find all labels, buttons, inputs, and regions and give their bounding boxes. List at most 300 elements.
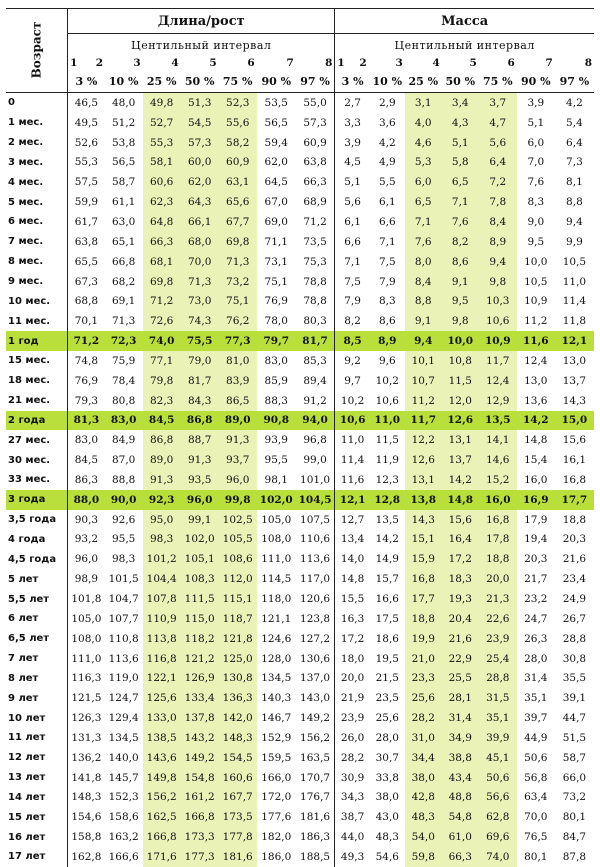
length-cell: 51,3 bbox=[181, 93, 219, 113]
length-cell: 105,0 bbox=[71, 612, 102, 625]
table-row bbox=[6, 351, 594, 371]
mass-cell: 10,2 bbox=[375, 374, 399, 387]
mass-cell: 6,5 bbox=[442, 172, 479, 192]
length-cell: 110,8 bbox=[108, 632, 139, 645]
mass-cell: 13,5 bbox=[375, 513, 399, 526]
length-cell: 177,8 bbox=[219, 827, 257, 847]
mass-cell: 11,6 bbox=[517, 331, 555, 351]
mass-cell: 5,1 bbox=[335, 172, 370, 192]
mass-cell: 8,4 bbox=[479, 212, 517, 232]
mass-cell: 5,6 bbox=[335, 192, 370, 212]
length-cell: 101,0 bbox=[300, 473, 331, 486]
length-cell: 62,0 bbox=[264, 156, 288, 169]
mass-cell: 34,3 bbox=[335, 788, 370, 808]
mass-cell: 11,2 bbox=[524, 315, 548, 328]
table-row bbox=[6, 153, 594, 173]
length-cell: 105,0 bbox=[261, 513, 292, 526]
mass-cell: 4,2 bbox=[378, 136, 396, 149]
age-cell: 33 мес. bbox=[6, 470, 68, 490]
length-cell: 81,3 bbox=[68, 411, 105, 431]
mass-cell: 45,1 bbox=[479, 748, 517, 768]
length-cell: 131,3 bbox=[71, 731, 102, 744]
length-cell: 61,7 bbox=[74, 215, 99, 228]
length-cell: 107,7 bbox=[108, 612, 139, 625]
length-cell: 66,1 bbox=[181, 212, 219, 232]
mass-cell: 17,7 bbox=[555, 490, 594, 510]
mass-cell: 5,5 bbox=[378, 176, 396, 189]
age-cell: 2 года bbox=[6, 411, 68, 431]
length-cell: 124,7 bbox=[108, 692, 139, 705]
mass-cell: 11,0 bbox=[370, 411, 405, 431]
mass-cell: 74,0 bbox=[479, 847, 517, 867]
table-row bbox=[6, 589, 594, 609]
length-cell: 118,7 bbox=[219, 609, 257, 629]
mass-cell: 9,2 bbox=[335, 351, 370, 371]
length-cell: 63,1 bbox=[219, 172, 257, 192]
length-cell: 163,2 bbox=[108, 831, 139, 844]
length-cell: 81,7 bbox=[181, 371, 219, 391]
mass-cell: 21,3 bbox=[479, 589, 517, 609]
length-cell: 70,0 bbox=[181, 252, 219, 272]
mass-cell: 14,8 bbox=[442, 490, 479, 510]
mass-cell: 7,9 bbox=[378, 275, 396, 288]
mass-cell: 9,8 bbox=[479, 272, 517, 292]
mass-cell: 44,9 bbox=[524, 731, 548, 744]
mass-cell: 6,6 bbox=[378, 215, 396, 228]
length-cell: 101,5 bbox=[108, 573, 139, 586]
table-row bbox=[6, 272, 594, 292]
mass-cell: 25,5 bbox=[442, 668, 479, 688]
length-cell: 75,1 bbox=[219, 291, 257, 311]
length-cell: 66,8 bbox=[111, 255, 136, 268]
length-cell: 68,1 bbox=[143, 252, 181, 272]
mass-cell: 3,7 bbox=[479, 93, 517, 113]
pct-75-length: 75 % bbox=[219, 70, 257, 93]
mass-cell: 25,4 bbox=[479, 649, 517, 669]
length-cell: 65,5 bbox=[74, 255, 99, 268]
length-cell: 104,7 bbox=[108, 593, 139, 606]
mass-cell: 11,5 bbox=[375, 434, 399, 447]
mass-cell: 25,6 bbox=[375, 712, 399, 725]
mass-cell: 44,0 bbox=[335, 827, 370, 847]
mass-cell: 8,3 bbox=[527, 196, 545, 209]
length-cell: 145,7 bbox=[108, 771, 139, 784]
length-cell: 86,8 bbox=[181, 411, 219, 431]
mass-cell: 14,9 bbox=[375, 553, 399, 566]
length-cell: 74,8 bbox=[74, 354, 99, 367]
length-cell: 115,0 bbox=[181, 609, 219, 629]
mass-cell: 66,3 bbox=[442, 847, 479, 867]
mass-cell: 7,8 bbox=[479, 192, 517, 212]
mass-cell: 11,8 bbox=[562, 315, 587, 328]
length-cell: 91,3 bbox=[219, 430, 257, 450]
age-cell: 15 лет bbox=[6, 807, 68, 827]
mass-cell: 4,5 bbox=[335, 153, 370, 173]
length-cell: 86,8 bbox=[143, 430, 181, 450]
mass-cell: 8,4 bbox=[405, 272, 442, 292]
mass-cell: 35,1 bbox=[479, 708, 517, 728]
age-cell: 27 мес. bbox=[6, 430, 68, 450]
table-row bbox=[6, 113, 594, 133]
length-cell: 136,3 bbox=[219, 688, 257, 708]
mass-cell: 11,7 bbox=[405, 411, 442, 431]
age-cell: 11 лет bbox=[6, 728, 68, 748]
length-cell: 46,5 bbox=[74, 96, 99, 109]
mass-cell: 12,2 bbox=[405, 430, 442, 450]
mass-cell: 19,4 bbox=[524, 533, 548, 546]
table-row bbox=[6, 549, 594, 569]
length-cell: 161,2 bbox=[181, 788, 219, 808]
length-cell: 162,5 bbox=[143, 807, 181, 827]
length-cell: 86,3 bbox=[74, 473, 99, 486]
length-cell: 79,0 bbox=[181, 351, 219, 371]
length-cell: 96,0 bbox=[74, 553, 99, 566]
mass-cell: 10,0 bbox=[524, 255, 548, 268]
mass-cell: 30,8 bbox=[562, 652, 587, 665]
mass-cell: 3,1 bbox=[405, 93, 442, 113]
length-cell: 113,6 bbox=[108, 652, 139, 665]
mass-cell: 10,0 bbox=[442, 331, 479, 351]
length-cell: 98,9 bbox=[74, 573, 99, 586]
mass-cell: 48,3 bbox=[375, 831, 399, 844]
mass-cell: 28,2 bbox=[335, 748, 370, 768]
length-cell: 127,2 bbox=[300, 632, 331, 645]
age-cell: 8 мес. bbox=[6, 252, 68, 272]
mass-cell: 8,6 bbox=[378, 315, 396, 328]
mass-cell: 14,8 bbox=[524, 434, 548, 447]
mass-cell: 15,6 bbox=[562, 434, 587, 447]
length-cell: 58,2 bbox=[219, 133, 257, 153]
length-cell: 67,0 bbox=[264, 196, 288, 209]
table-row bbox=[6, 252, 594, 272]
mass-cell: 21,0 bbox=[405, 649, 442, 669]
length-cell: 79,7 bbox=[257, 331, 296, 351]
mass-cell: 9,1 bbox=[405, 311, 442, 331]
age-cell: 21 мес. bbox=[6, 391, 68, 411]
mass-cell: 7,6 bbox=[442, 212, 479, 232]
mass-cell: 12,6 bbox=[442, 411, 479, 431]
centile-table bbox=[6, 8, 594, 867]
length-cell: 134,5 bbox=[261, 672, 292, 685]
mass-cell: 13,5 bbox=[479, 411, 517, 431]
length-cell: 76,9 bbox=[74, 374, 99, 387]
table-row bbox=[6, 530, 594, 550]
length-cell: 71,2 bbox=[68, 331, 105, 351]
length-cell: 81,7 bbox=[296, 331, 335, 351]
length-cell: 90,8 bbox=[257, 411, 296, 431]
mass-cell: 50,6 bbox=[524, 751, 548, 764]
mass-cell: 20,4 bbox=[442, 609, 479, 629]
length-cell: 149,2 bbox=[300, 712, 331, 725]
length-cell: 125,6 bbox=[143, 688, 181, 708]
length-cell: 188,5 bbox=[300, 850, 331, 863]
mass-cell: 8,0 bbox=[405, 252, 442, 272]
length-cell: 71,3 bbox=[181, 272, 219, 292]
length-cell: 99,8 bbox=[219, 490, 257, 510]
length-cell: 66,3 bbox=[303, 176, 327, 189]
length-cell: 111,5 bbox=[181, 589, 219, 609]
mass-cell: 42,8 bbox=[405, 788, 442, 808]
age-cell: 1 год bbox=[6, 331, 68, 351]
length-cell: 57,5 bbox=[74, 176, 99, 189]
length-cell: 111,0 bbox=[71, 652, 102, 665]
mass-cell: 31,0 bbox=[405, 728, 442, 748]
mass-cell: 10,6 bbox=[479, 311, 517, 331]
length-cell: 141,8 bbox=[71, 771, 102, 784]
table-row bbox=[6, 490, 594, 510]
length-cell: 124,6 bbox=[261, 632, 292, 645]
mass-cell: 16,3 bbox=[335, 609, 370, 629]
age-cell: 11 мес. bbox=[6, 311, 68, 331]
table-row bbox=[6, 668, 594, 688]
table-row bbox=[6, 569, 594, 589]
mass-cell: 8,6 bbox=[442, 252, 479, 272]
mass-cell: 23,4 bbox=[562, 573, 587, 586]
length-cell: 186,0 bbox=[261, 850, 292, 863]
mass-cell: 5,8 bbox=[442, 153, 479, 173]
mass-cell: 12,9 bbox=[479, 391, 517, 411]
mass-cell: 4,6 bbox=[405, 133, 442, 153]
mass-cell: 10,6 bbox=[335, 411, 370, 431]
length-cell: 95,0 bbox=[143, 510, 181, 530]
table-row bbox=[6, 133, 594, 153]
length-cell: 64,5 bbox=[264, 176, 288, 189]
table-row bbox=[6, 291, 594, 311]
length-cell: 60,6 bbox=[143, 172, 181, 192]
mass-cell: 56,8 bbox=[524, 771, 548, 784]
pct-25-length: 25 % bbox=[143, 70, 181, 93]
length-cell: 104,4 bbox=[143, 569, 181, 589]
length-cell: 65,1 bbox=[111, 235, 136, 248]
length-cell: 121,1 bbox=[261, 612, 292, 625]
age-cell: 10 мес. bbox=[6, 291, 68, 311]
mass-cell: 12,6 bbox=[405, 450, 442, 470]
length-cell: 82,3 bbox=[143, 391, 181, 411]
length-cell: 68,9 bbox=[303, 196, 327, 209]
length-cell: 158,8 bbox=[71, 831, 102, 844]
length-cell: 75,3 bbox=[303, 255, 327, 268]
length-cell: 99,0 bbox=[303, 454, 327, 467]
age-cell: 12 лет bbox=[6, 748, 68, 768]
mass-cell: 15,6 bbox=[442, 510, 479, 530]
length-cell: 71,1 bbox=[264, 235, 288, 248]
length-cell: 112,0 bbox=[219, 569, 257, 589]
mass-cell: 12,3 bbox=[375, 473, 399, 486]
pct-3-mass: 3 % bbox=[335, 70, 370, 93]
mass-cell: 5,4 bbox=[566, 116, 583, 129]
mass-cell: 20,0 bbox=[479, 569, 517, 589]
length-cell: 72,6 bbox=[143, 311, 181, 331]
length-cell: 95,5 bbox=[264, 454, 288, 467]
mass-cell: 12,4 bbox=[479, 371, 517, 391]
mass-cell: 38,8 bbox=[442, 748, 479, 768]
length-cell: 64,3 bbox=[181, 192, 219, 212]
pct-3-length: 3 % bbox=[68, 70, 105, 93]
mass-cell: 66,0 bbox=[562, 771, 587, 784]
mass-cell: 24,7 bbox=[524, 612, 548, 625]
table-row bbox=[6, 430, 594, 450]
table-row bbox=[6, 212, 594, 232]
length-cell: 72,3 bbox=[105, 331, 143, 351]
mass-cell: 87,8 bbox=[562, 850, 587, 863]
mass-cell: 16,0 bbox=[524, 473, 548, 486]
mass-cell: 28,2 bbox=[405, 708, 442, 728]
age-cell: 5 мес. bbox=[6, 192, 68, 212]
mass-cell: 7,5 bbox=[335, 272, 370, 292]
length-cell: 120,6 bbox=[300, 593, 331, 606]
table-row bbox=[6, 649, 594, 669]
age-cell: 4 мес. bbox=[6, 172, 68, 192]
length-cell: 78,0 bbox=[264, 315, 288, 328]
length-cell: 88,0 bbox=[68, 490, 105, 510]
length-cell: 113,6 bbox=[300, 553, 331, 566]
length-cell: 57,3 bbox=[303, 116, 327, 129]
mass-cell: 38,0 bbox=[375, 791, 399, 804]
mass-cell: 18,3 bbox=[442, 569, 479, 589]
mass-cell: 14,2 bbox=[517, 411, 555, 431]
mass-cell: 14,3 bbox=[405, 510, 442, 530]
mass-cell: 9,5 bbox=[527, 235, 545, 248]
length-cell: 73,1 bbox=[264, 255, 288, 268]
length-cell: 126,3 bbox=[71, 712, 102, 725]
length-cell: 57,3 bbox=[181, 133, 219, 153]
mass-cell: 9,7 bbox=[335, 371, 370, 391]
length-cell: 166,6 bbox=[108, 850, 139, 863]
mass-cell: 7,2 bbox=[479, 172, 517, 192]
length-cell: 99,1 bbox=[181, 510, 219, 530]
length-cell: 90,3 bbox=[74, 513, 99, 526]
length-cell: 136,2 bbox=[71, 751, 102, 764]
length-cell: 121,8 bbox=[219, 629, 257, 649]
mass-cell: 12,1 bbox=[555, 331, 594, 351]
length-cell: 63,8 bbox=[303, 156, 327, 169]
table-row bbox=[6, 311, 594, 331]
length-cell: 69,1 bbox=[111, 295, 136, 308]
mass-cell: 9,8 bbox=[442, 311, 479, 331]
mass-cell: 7,6 bbox=[527, 176, 545, 189]
mass-cell: 8,9 bbox=[370, 331, 405, 351]
length-cell: 119,0 bbox=[108, 672, 139, 685]
length-cell: 102,5 bbox=[219, 510, 257, 530]
length-cell: 170,7 bbox=[300, 771, 331, 784]
mass-cell: 39,1 bbox=[562, 692, 587, 705]
length-cell: 93,5 bbox=[181, 470, 219, 490]
length-cell: 118,2 bbox=[181, 629, 219, 649]
length-cell: 134,5 bbox=[108, 731, 139, 744]
length-cell: 182,0 bbox=[261, 831, 292, 844]
mass-cell: 18,8 bbox=[562, 513, 587, 526]
mass-cell: 13,6 bbox=[524, 394, 548, 407]
length-cell: 111,0 bbox=[261, 553, 292, 566]
mass-cell: 18,8 bbox=[405, 609, 442, 629]
mass-cell: 4,0 bbox=[405, 113, 442, 133]
length-cell: 137,0 bbox=[300, 672, 331, 685]
mass-cell: 34,9 bbox=[442, 728, 479, 748]
mass-cell: 20,3 bbox=[524, 553, 548, 566]
length-cell: 68,8 bbox=[74, 295, 99, 308]
length-cell: 102,0 bbox=[257, 490, 296, 510]
length-cell: 60,9 bbox=[219, 153, 257, 173]
mass-cell: 15,4 bbox=[524, 454, 548, 467]
mass-cell: 16,4 bbox=[442, 530, 479, 550]
length-centile-interval-label: Центильный интервал bbox=[131, 38, 272, 52]
mass-cell: 48,8 bbox=[442, 788, 479, 808]
mass-cell: 49,3 bbox=[335, 847, 370, 867]
length-cell: 53,5 bbox=[264, 96, 288, 109]
mass-cell: 54,6 bbox=[375, 850, 399, 863]
mass-cell: 20,0 bbox=[335, 668, 370, 688]
length-cell: 68,2 bbox=[111, 275, 136, 288]
table-row bbox=[6, 688, 594, 708]
length-cell: 156,2 bbox=[300, 731, 331, 744]
pct-75-mass: 75 % bbox=[479, 70, 517, 93]
mass-cell: 13,4 bbox=[335, 530, 370, 550]
length-cell: 89,0 bbox=[219, 411, 257, 431]
table-row bbox=[6, 708, 594, 728]
length-cell: 63,8 bbox=[74, 235, 99, 248]
length-cell: 152,3 bbox=[108, 791, 139, 804]
mass-cell: 10,9 bbox=[524, 295, 548, 308]
length-cell: 108,0 bbox=[71, 632, 102, 645]
length-cell: 177,6 bbox=[261, 811, 292, 824]
mass-cell: 7,6 bbox=[405, 232, 442, 252]
mass-cell: 10,9 bbox=[479, 331, 517, 351]
mass-cell: 11,7 bbox=[479, 351, 517, 371]
mass-cell: 6,1 bbox=[335, 212, 370, 232]
age-cell: 9 мес. bbox=[6, 272, 68, 292]
length-cell: 87,0 bbox=[111, 454, 136, 467]
length-cell: 133,0 bbox=[143, 708, 181, 728]
mass-cell: 73,2 bbox=[562, 791, 587, 804]
age-cell: 7 мес. bbox=[6, 232, 68, 252]
mass-cell: 59,8 bbox=[405, 847, 442, 867]
length-cell: 73,0 bbox=[181, 291, 219, 311]
mass-cell: 6,0 bbox=[527, 136, 545, 149]
mass-cell: 22,9 bbox=[442, 649, 479, 669]
length-cell: 65,6 bbox=[219, 192, 257, 212]
table-row bbox=[6, 609, 594, 629]
age-cell: 8 лет bbox=[6, 668, 68, 688]
mass-cell: 23,2 bbox=[524, 593, 548, 606]
length-cell: 78,8 bbox=[303, 295, 327, 308]
mass-cell: 16,6 bbox=[375, 593, 399, 606]
mass-cell: 28,8 bbox=[562, 632, 587, 645]
mass-cell: 11,2 bbox=[405, 391, 442, 411]
mass-cell: 17,8 bbox=[479, 530, 517, 550]
mass-cell: 15,9 bbox=[405, 549, 442, 569]
mass-cell: 21,6 bbox=[442, 629, 479, 649]
mass-cell: 23,9 bbox=[335, 708, 370, 728]
mass-cell: 14,3 bbox=[562, 394, 587, 407]
mass-cell: 14,2 bbox=[375, 533, 399, 546]
mass-cell: 19,5 bbox=[375, 652, 399, 665]
table-row bbox=[6, 807, 594, 827]
mass-cell: 19,3 bbox=[442, 589, 479, 609]
mass-cell: 8,5 bbox=[335, 331, 370, 351]
mass-cell: 31,4 bbox=[524, 672, 548, 685]
table-row bbox=[6, 391, 594, 411]
table-row bbox=[6, 411, 594, 431]
mass-cell: 5,1 bbox=[527, 116, 545, 129]
length-cell: 173,3 bbox=[181, 827, 219, 847]
mass-cell: 3,9 bbox=[335, 133, 370, 153]
length-cell: 148,3 bbox=[71, 791, 102, 804]
length-cell: 58,7 bbox=[111, 176, 136, 189]
length-cell: 96,0 bbox=[219, 470, 257, 490]
length-cell: 79,3 bbox=[74, 394, 99, 407]
mass-cell: 23,9 bbox=[479, 629, 517, 649]
mass-cell: 25,6 bbox=[405, 688, 442, 708]
